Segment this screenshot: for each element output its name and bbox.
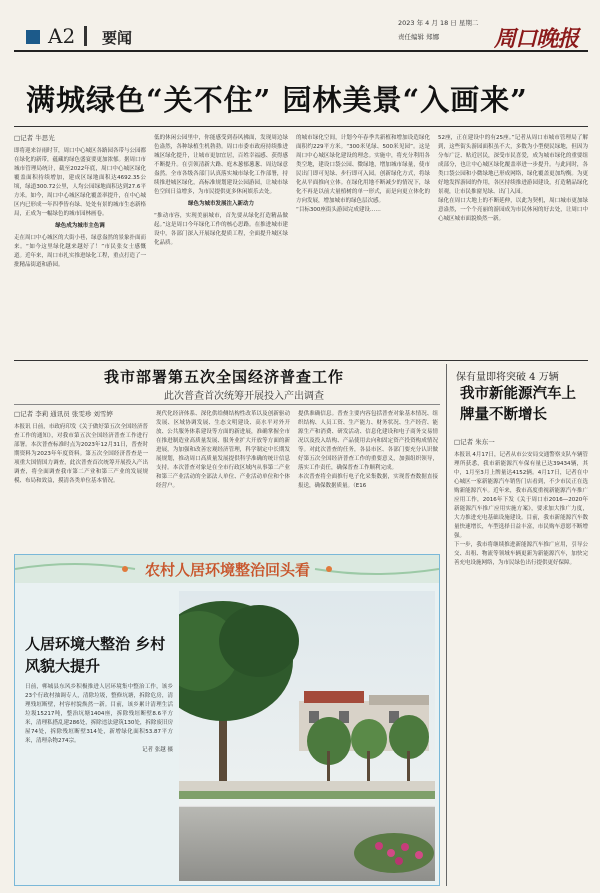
village-street-photo	[179, 591, 435, 881]
lead-col2b-text: “推动市容，实现美丽城市，首先要从绿化打造精品做起。”这是周口今年绿化工作的核心思路。在推进城市建设中，各部门深入开展绿化提质工程，全面提升城区绿化品质。	[154, 213, 288, 246]
rural-photo-credit: 记者 张越 摄	[142, 747, 173, 753]
lead-byline: □记者 牛思光	[14, 134, 55, 142]
census-subhead: 此次普查首次统筹开展投入产出调查	[164, 391, 324, 402]
lead-headline: 满城绿色“关不住” 园林美景“入画来”	[26, 83, 528, 117]
page-marker-square	[26, 30, 40, 44]
side-story-column	[454, 438, 588, 886]
rural-feature-box	[14, 554, 440, 886]
lead-column-3	[296, 134, 430, 356]
lead-col3b-text: “目标300座街头游园完成建设……	[296, 207, 381, 213]
rural-text-column	[25, 683, 173, 879]
lead-col1-text: 即将迎来谷雨时节，周口中心城区各路园各带与公园都在绿化的新带，蕴藏的绿色盛宴要更加浓郁。据周口市城市管理局统计，截至2022年底，周口中心城区绿化覆盖面积持续增加，建成区绿地面积达4692.35公顷，绿道300.72公里，人均公园绿地面积达到27.6平方米。如今，周口中心城区绿化覆盖率提升，在中心城区内已形成一年四季皆有绿、处处有景的城市生态新格局，正成为一幅绿色的城市园林画卷。	[14, 148, 146, 217]
lead-col2-subhead: 绿色为城市发展注入新动力	[187, 201, 254, 207]
rural-headline: 人居环境大整治 乡村风貌大提升	[25, 635, 166, 675]
header-divider	[84, 26, 87, 46]
census-column-1	[14, 410, 148, 548]
lead-col1b-text: 走在周口中心城区的大街小巷，绿意盎然的景象扑面而来。“如今这里绿化越来越好了！”市民张女士感慨道。近年来，周口市扎实推进绿化工程，重点打造了一批精品街道和游园。	[14, 235, 146, 268]
side-byline: □记者 朱东一	[454, 438, 495, 446]
page-header	[14, 10, 588, 52]
census-rule	[14, 404, 440, 405]
census-column-3	[298, 410, 438, 548]
census-col1-text: 本报讯 日前，市政府印发《关于做好第五次全国经济普查工作的通知》，对我市第五次全国经济普查工作进行部署。本次普查标准时点为2023年12月31日，普查时期资料为2023年年度资料。第五次全国经济普查是一项重大国情国力调查，此次普查首次统筹开展投入产出调查，将全面调查我市第二产业和第三产业的发展规模、布局和效益，摸清各类单位基本情况。	[14, 424, 148, 484]
responsible-editor: 责任编辑 郑娜	[398, 33, 440, 41]
side-story-text: 本报讯 4月17日，记者从市公安局交通警察支队车辆管理所获悉，我市新能源汽车保有量已达39434辆，其中，1月至3月上牌量达4152辆。4月17日，记者在中心城区一家新能源汽车销售门店看到，不少市民正在选购新能源汽车。近年来，我市高度重视新能源汽车推广应用工作，2016年下发《关于周口市2016—2020年新能源汽车推广应用实施方案》，要求加大推广力度，大力推进充电基础设施建设。目前，我市新能源汽车数量快速增长，车型选择日益丰富，市民购车意愿不断增强。	[454, 452, 588, 539]
census-byline: □记者 李莉 通讯员 张雯珍 刘雪婷	[14, 410, 113, 418]
side-story-text-b: 下一步，我市将继续推进新能源汽车推广应用，引导公交、出租、物流等领域车辆更新为新能源汽车，加快完善充电设施网络，为市民绿色出行提供更好保障。	[454, 542, 588, 566]
census-col2-text: 现代化经济体系、深化供给侧结构性改革以及创新驱动发展、区域协调发展、生态文明建设、高水平对外开放、公共服务体系建设等方面的新进展，准确掌握全市在推进制造业高质量发展、服务业扩大开放等方面的新进展，为加强和改善宏观经济管理，科学制定中长期发展规划，推动周口高质量发展提供科学准确的统计信息支持。本次普查对象是在全市行政区域内从事第二产业和第三产业活动的全部法人单位、产业活动单位和个体经营户。	[156, 411, 290, 489]
census-headline: 我市部署第五次全国经济普查工作	[104, 368, 345, 386]
side-kicker: 保有量即将突破 4 万辆	[456, 372, 559, 383]
lead-bottom-rule	[14, 360, 588, 361]
census-col3-text: 提供准确信息。普查主要内容包括普查对象基本情况、组织结构、人员工资、生产能力、财务状况、生产经营、能源生产和消费、研发活动、信息化建设和电子商务交易情况以及投入结构、产品使用去向和固定资产投资构成情况等。对此次普查的任务，各县市区、各部门要充分认识做好第五次全国经济普查工作的重要意义，加强组织领导，落实工作责任，确保普查工作顺利完成。	[298, 411, 438, 471]
rural-banner	[15, 555, 439, 583]
section-name: 要闻	[102, 29, 133, 47]
side-column-divider	[446, 364, 447, 886]
lead-col4b-text: 绿化在周口大地上的不断延伸，以此为契机，周口城市更加绿意盎然，一个个亮丽的游园成为市民休闲的好去处，让周口中心城区城市面貌焕然一新。	[438, 198, 588, 222]
rural-banner-title: 农村人居环境整治回头看	[145, 561, 311, 579]
lead-column-4	[438, 134, 588, 356]
lead-col2-text: 低的休闲公园里中，你能感受到春风拂面，发现周边绿色盎然，各种绿植生机勃勃。周口市委市政府持续推进城区绿化提升，让城市更加宜居，百姓幸福感、获得感不断提升。在引领清新大路、庭木葱郁葱葱、周边绿意盎然。全市各级各部门认真落实城市绿化工作部署，持续推进城区绿化，高标准规划建设公园游园，让城市绿色空间日益增多，为市民提供更多休闲娱乐去处。	[154, 135, 288, 195]
lead-column-1	[14, 134, 146, 356]
lead-column-2	[154, 134, 288, 356]
side-headline: 我市新能源汽车上牌量不断增长	[460, 385, 576, 423]
lead-col3-text: 的城市绿化空间，计划今年春季共新植和增加设造绿化面积约229平方米。“300米见绿、500米见园”。这是周口中心城区绿化建设的理念。实施中，将充分利用各类空地，建设口袋公园、微绿地，增加城市绿量，使市民出门即可见绿、步行即可入园。创新绿化方式，将绿化从平面推向立体。在绿化用地不断减少的情况下，绿化不再是以前大量植树的单一形式，而是向更立体化的方向发展，增加城市的绿色层次感。	[296, 135, 430, 204]
masthead-logo: 周口晚报	[494, 26, 579, 52]
newspaper-page	[14, 10, 588, 886]
lead-col1-subhead: 绿色成为城市主色调	[55, 223, 105, 229]
lead-col4-text: 52座，正在建设中的有25座。”记者从周口市城市管理局了解到，这些街头游园面积虽不大，多数为小型便民绿地，但因为分布广泛、贴近居民，深受市民喜爱，成为城市绿化的重要组成部分，也让中心城区绿化覆盖率进一步提升。与此同时，各类口袋公园和小微绿地已形成网络，绿化覆盖更加均衡。为更好地发挥游园的作用，各区持续推进游园建设，打造精品绿化景观，让市民推窗见绿、出门入园。	[438, 135, 588, 195]
issue-date: 2023 年 4 月 18 日 星期二	[398, 19, 479, 27]
census-col3b-text: 本次普查将全面推行电子化采集数据，实现普查数据直接报送，确保数据质量。（E16	[298, 474, 438, 489]
lead-top-rule	[14, 126, 588, 127]
rural-text: 日前，郸城县东风乡积极推进人居环境集中整治工作，该乡23个行政村抽调专人，清除垃圾，整修坑塘，拆除危房，清理残垣断壁，村容村貌焕然一新。目前，该乡累计清理生活垃圾15217吨，整治坑塘1404座，拆除残垣断壁8.6平方米，清理私搭乱建286处，拆除违法建筑130处，拆除废旧房屋74处，拆除残垣断壁314处，新增绿化面积53.87平方米，清理杂物274宗。	[25, 684, 173, 744]
page-number: A2	[48, 24, 76, 48]
census-column-2	[156, 410, 290, 548]
